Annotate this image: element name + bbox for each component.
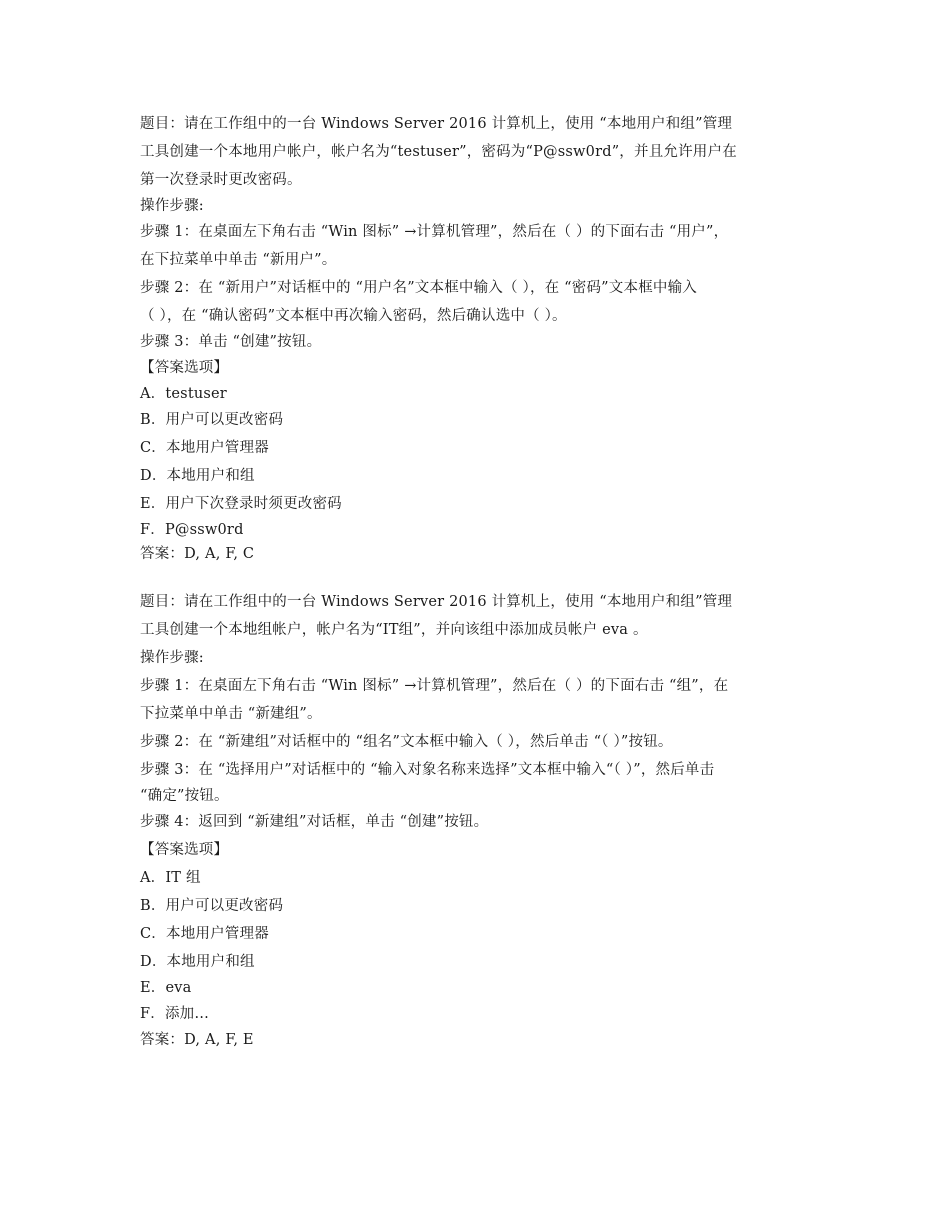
question-text-line: 第一次登录时更改密码。 xyxy=(140,172,302,188)
question-text-line: 题目：请在工作组中的一台 Windows Server 2016 计算机上，使用 “本地用户和组”管理 xyxy=(140,116,733,132)
option-e: E．eva xyxy=(140,980,192,996)
step-line: 步骤 3：单击 “创建”按钮。 xyxy=(140,334,322,350)
steps-heading: 操作步骤: xyxy=(140,650,204,666)
document-page xyxy=(140,110,820,1052)
step-line: 步骤 4：返回到 “新建组”对话框，单击 “创建”按钮。 xyxy=(140,814,489,830)
step-line: 步骤 3：在 “选择用户”对话框中的 “输入对象名称来选择”文本框中输入“（ ）”，然后单击 xyxy=(140,762,715,778)
step-line: 在下拉菜单中单击 “新用户”。 xyxy=(140,252,337,268)
answer: 答案：D, A, F, E xyxy=(140,1032,254,1048)
steps-heading: 操作步骤: xyxy=(140,198,204,214)
option-e: E．用户下次登录时须更改密码 xyxy=(140,496,342,512)
answer: 答案：D, A, F, C xyxy=(140,546,255,562)
step-line: 下拉菜单中单击 “新建组”。 xyxy=(140,706,322,722)
question-2 xyxy=(140,588,820,1052)
option-b: B．用户可以更改密码 xyxy=(140,898,284,914)
step-line: 步骤 2：在 “新建组”对话框中的 “组名”文本框中输入（ ），然后单击 “（ ）”按钮。 xyxy=(140,734,673,750)
option-f: F．添加… xyxy=(140,1006,210,1022)
step-line: 步骤 2：在 “新用户”对话框中的 “用户名”文本框中输入（ ），在 “密码”文本框中输入 xyxy=(140,280,697,296)
question-text-line: 题目：请在工作组中的一台 Windows Server 2016 计算机上，使用 “本地用户和组”管理 xyxy=(140,594,733,610)
question-1 xyxy=(140,110,820,566)
step-line: 步骤 1：在桌面左下角右击 “Win 图标” →计算机管理”，然后在（ ）的下面右击 “组”，在 xyxy=(140,678,729,694)
options-heading: 【答案选项】 xyxy=(140,360,229,376)
options-heading: 【答案选项】 xyxy=(140,842,229,858)
step-line: （ ），在 “确认密码”文本框中再次输入密码，然后确认选中（ ）。 xyxy=(140,308,567,324)
question-text-line: 工具创建一个本地用户帐户，帐户名为“testuser”，密码为“P@ssw0rd”，并且允许用户在 xyxy=(140,144,737,160)
step-line: “确定”按钮。 xyxy=(140,788,229,804)
option-a: A．IT 组 xyxy=(140,870,201,886)
option-a: A．testuser xyxy=(140,386,227,402)
option-b: B．用户可以更改密码 xyxy=(140,412,284,428)
option-d: D．本地用户和组 xyxy=(140,954,255,970)
spacer xyxy=(140,566,820,588)
step-line: 步骤 1：在桌面左下角右击 “Win 图标” →计算机管理”，然后在（ ）的下面右击 “用户”， xyxy=(140,224,729,240)
question-text-line: 工具创建一个本地组帐户，帐户名为“IT组”，并向该组中添加成员帐户 eva 。 xyxy=(140,622,648,638)
option-f: F．P@ssw0rd xyxy=(140,522,244,538)
option-c: C．本地用户管理器 xyxy=(140,926,269,942)
option-d: D．本地用户和组 xyxy=(140,468,255,484)
option-c: C．本地用户管理器 xyxy=(140,440,269,456)
